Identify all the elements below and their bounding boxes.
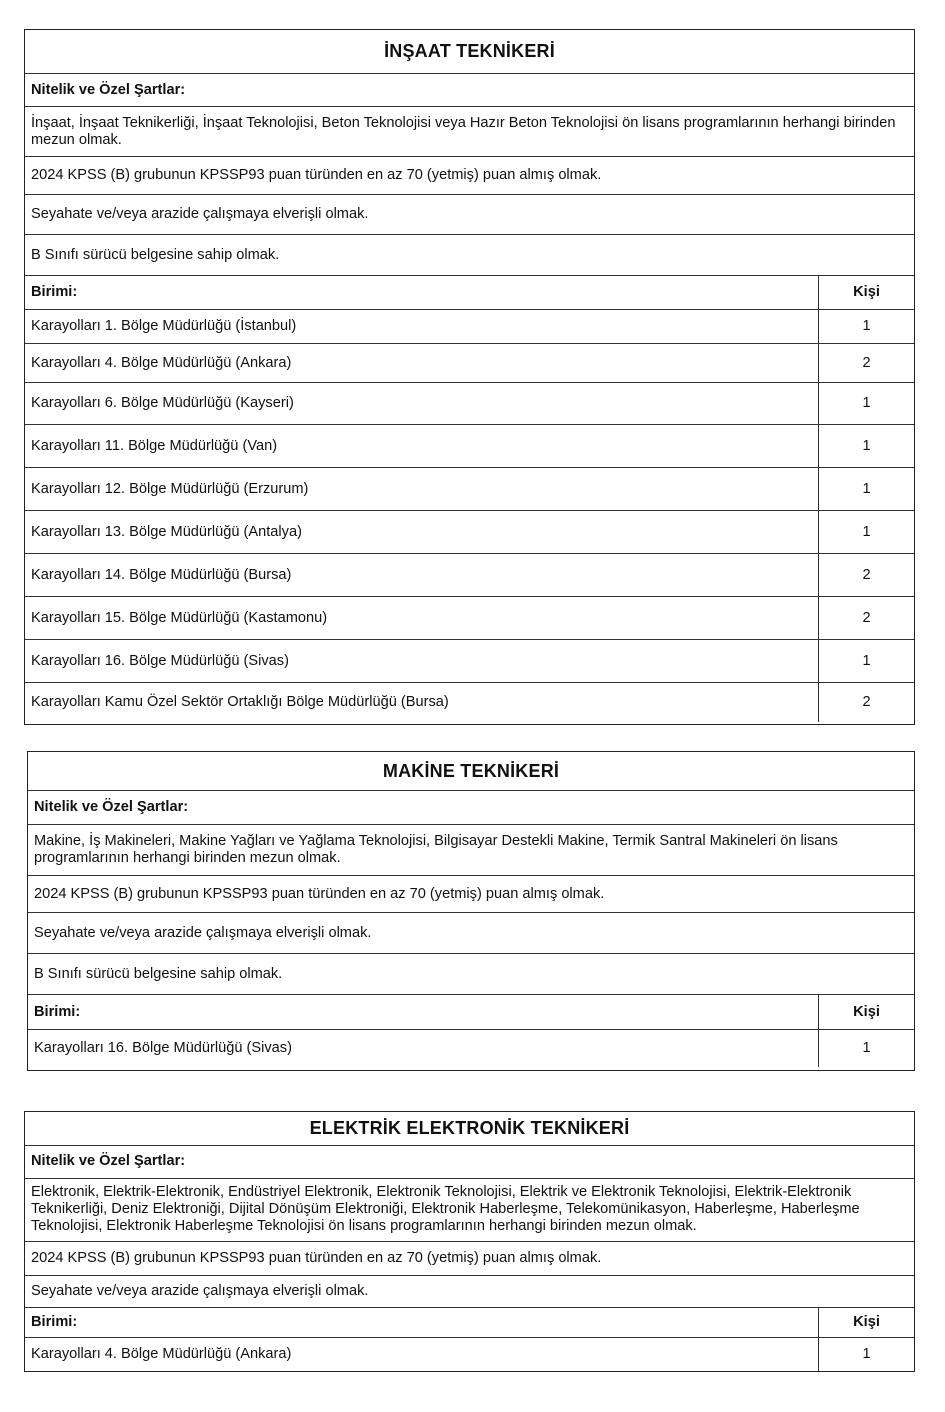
section-title: ELEKTRİK ELEKTRONİK TEKNİKERİ: [309, 1117, 630, 1138]
units-header-row: [28, 994, 914, 1029]
count-column-header: Kişi: [818, 995, 914, 1029]
unit-name: Karayolları 16. Bölge Müdürlüğü (Sivas): [34, 1040, 292, 1056]
section-title: MAKİNE TEKNİKERİ: [382, 760, 560, 781]
unit-name: Karayolları 15. Bölge Müdürlüğü (Kastamonu): [31, 609, 328, 626]
unit-row: [25, 343, 914, 382]
unit-count: 2: [818, 554, 914, 596]
section-makine-teknikeri: [27, 751, 915, 1071]
unit-name: Karayolları 13. Bölge Müdürlüğü (Antalya): [31, 523, 302, 540]
unit-name: Karayolları Kamu Özel Sektör Ortaklığı Bölge Müdürlüğü (Bursa): [31, 694, 449, 710]
unit-row: [28, 1029, 914, 1067]
unit-count: 1: [818, 511, 914, 553]
unit-count: 2: [818, 344, 914, 382]
condition-travel: Seyahate ve/veya arazide çalışmaya elverişli olmak.: [25, 194, 914, 234]
units-header-row: [25, 1307, 914, 1337]
condition-kpss: 2024 KPSS (B) grubunun KPSSP93 puan türünden en az 70 (yetmiş) puan almış olmak.: [25, 156, 914, 194]
condition-education: İnşaat, İnşaat Teknikerliği, İnşaat Teknolojisi, Beton Teknolojisi veya Hazır Beton Teknolojisi ön lisans programlarının herhangi birinden mezun olmak.: [25, 106, 914, 156]
unit-count: 2: [818, 683, 914, 722]
unit-row: [25, 467, 914, 510]
count-column-header: Kişi: [818, 276, 914, 309]
unit-row: [25, 382, 914, 424]
condition-kpss: 2024 KPSS (B) grubunun KPSSP93 puan türünden en az 70 (yetmiş) puan almış olmak.: [25, 1241, 914, 1276]
qualifications-header: Nitelik ve Özel Şartlar:: [25, 1145, 914, 1178]
condition-license: B Sınıfı sürücü belgesine sahip olmak.: [25, 234, 914, 275]
unit-row: [25, 639, 914, 682]
unit-name: Karayolları 4. Bölge Müdürlüğü (Ankara): [31, 1346, 292, 1363]
unit-count: 1: [818, 383, 914, 424]
unit-row: [25, 682, 914, 722]
unit-count: 1: [818, 640, 914, 682]
unit-name: Karayolları 4. Bölge Müdürlüğü (Ankara): [31, 354, 292, 371]
qualifications-header: Nitelik ve Özel Şartlar:: [28, 790, 914, 824]
unit-row: [25, 424, 914, 467]
condition-education: Elektronik, Elektrik-Elektronik, Endüstriyel Elektronik, Elektronik Teknolojisi, Elektrik ve Elektronik Teknolojisi, Elektrik-Elektronik Teknikerliği, Deniz Elektroniği, Dijital Dönüşüm Elektroniği, Elektronik Haberleşme, Telekomünikasyon, Haberleşme, Haberleşme Teknolojisi, Elektronik Haberleşme Teknolojisi ön lisans programlarının herhangi birinden mezun olmak.: [25, 1178, 914, 1241]
condition-travel: Seyahate ve/veya arazide çalışmaya elverişli olmak.: [28, 912, 914, 953]
unit-row: [25, 309, 914, 343]
unit-count: 1: [818, 1338, 914, 1371]
section-elektrik-elektronik-teknikeri: [24, 1111, 915, 1372]
section-insaat-teknikeri: [24, 29, 915, 725]
condition-license: B Sınıfı sürücü belgesine sahip olmak.: [28, 953, 914, 994]
unit-count: 1: [818, 468, 914, 510]
unit-name: Karayolları 6. Bölge Müdürlüğü (Kayseri): [31, 395, 294, 411]
qualifications-header: Nitelik ve Özel Şartlar:: [25, 73, 914, 106]
count-column-header: Kişi: [818, 1308, 914, 1337]
condition-education: Makine, İş Makineleri, Makine Yağları ve Yağlama Teknolojisi, Bilgisayar Destekli Makine, Termik Santral Makineleri ön lisans programlarının herhangi birinden mezun olmak.: [28, 824, 914, 875]
section-title: İNŞAAT TEKNİKERİ: [384, 41, 555, 61]
unit-count: 1: [818, 425, 914, 467]
unit-count: 1: [818, 310, 914, 343]
unit-row: [25, 553, 914, 596]
unit-name: Karayolları 16. Bölge Müdürlüğü (Sivas): [31, 652, 289, 669]
unit-column-header: Birimi:: [31, 284, 78, 300]
unit-row: [25, 1337, 914, 1371]
condition-kpss: 2024 KPSS (B) grubunun KPSSP93 puan türünden en az 70 (yetmiş) puan almış olmak.: [28, 875, 914, 912]
unit-name: Karayolları 12. Bölge Müdürlüğü (Erzurum): [31, 480, 309, 497]
unit-row: [25, 596, 914, 639]
condition-travel: Seyahate ve/veya arazide çalışmaya elverişli olmak.: [25, 1275, 914, 1307]
unit-name: Karayolları 1. Bölge Müdürlüğü (İstanbul): [31, 318, 297, 334]
unit-name: Karayolları 14. Bölge Müdürlüğü (Bursa): [31, 566, 292, 583]
unit-name: Karayolları 11. Bölge Müdürlüğü (Van): [31, 437, 278, 454]
unit-column-header: Birimi:: [34, 1003, 81, 1020]
unit-count: 2: [818, 597, 914, 639]
unit-row: [25, 510, 914, 553]
unit-count: 1: [818, 1030, 914, 1067]
unit-column-header: Birimi:: [31, 1314, 78, 1331]
units-header-row: [25, 275, 914, 309]
